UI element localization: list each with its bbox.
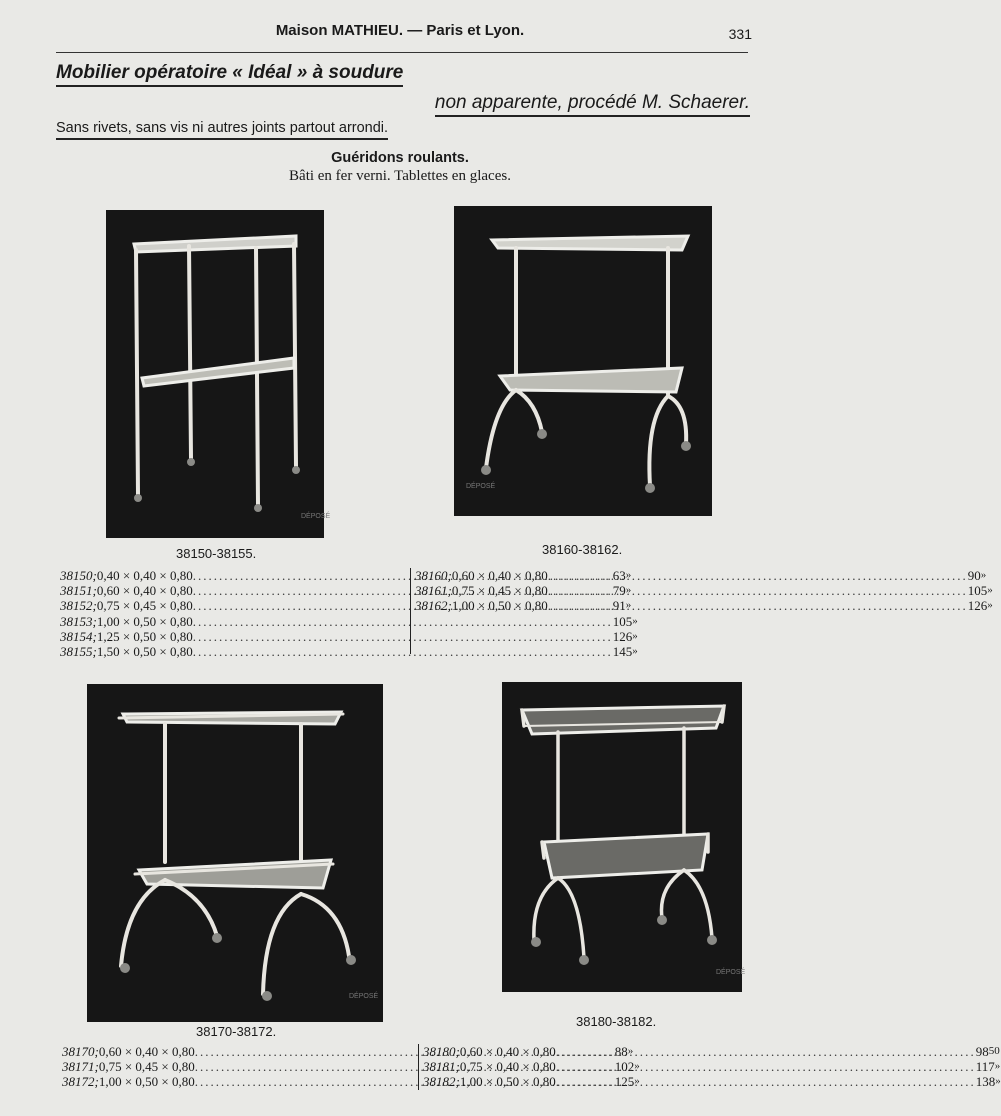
title-subtitle: Sans rivets, sans vis ni autres joints partout arrondi. — [56, 120, 388, 140]
price-row: 38150; 0,40 × 0,40 × 0,80 ..... 63 » — [60, 568, 400, 583]
photo-caption: 38180-38182. — [576, 1014, 657, 1029]
price-row: 38172; 1,00 × 0,50 × 0,80 ..... 125 » — [62, 1074, 412, 1089]
basket-trolley-photo — [502, 682, 746, 992]
running-head: Maison MATHIEU. — Paris et Lyon. — [275, 22, 525, 39]
header-rule — [56, 52, 748, 53]
price-row: 38160; 0,60 × 0,40 × 0,80 ..... 90 » — [415, 568, 767, 583]
price-list-38170 — [62, 1044, 640, 1090]
title-line-2: non apparente, procédé M. Schaerer. — [435, 92, 750, 117]
price-row: 38152; 0,75 × 0,45 × 0,80 ..... 91 » — [60, 598, 400, 613]
basket-trolley-illustration — [502, 682, 746, 992]
depose-stamp: DÉPOSÉ — [349, 993, 379, 1000]
price-list-38160 — [410, 568, 993, 654]
price-row: 38182; 1,00 × 0,50 × 0,80 ..... 138 » — [423, 1074, 771, 1089]
price-list-38180 — [418, 1044, 1001, 1090]
square-trolley-illustration — [106, 210, 331, 538]
page-number: 331 — [728, 26, 752, 42]
price-row: 38155; 1,50 × 0,50 × 0,80 ..... 145 » — [60, 644, 400, 659]
rail-trolley-photo — [87, 684, 383, 1022]
depose-stamp: DÉPOSÉ — [716, 969, 746, 976]
photo-caption: 38150-38155. — [176, 546, 257, 561]
curved-leg-trolley-photo — [454, 206, 712, 516]
price-row: 38170; 0,60 × 0,40 × 0,80 ..... 88 » — [62, 1044, 412, 1059]
rail-trolley-illustration — [87, 684, 383, 1022]
section-title: Guéridons roulants. — [331, 150, 469, 166]
price-row: 38180; 0,60 × 0,40 × 0,80 ..... 98 50 — [423, 1044, 771, 1059]
title-line-1: Mobilier opératoire « Idéal » à soudure — [56, 62, 403, 87]
square-trolley-photo — [106, 210, 331, 538]
price-row: 38154; 1,25 × 0,50 × 0,80 ..... 126 » — [60, 629, 400, 644]
price-row: 38153; 1,00 × 0,50 × 0,80 ..... 105 » — [60, 614, 400, 629]
curved-leg-trolley-illustration — [454, 206, 712, 516]
price-row: 38171; 0,75 × 0,45 × 0,80 ..... 102 » — [62, 1059, 412, 1074]
depose-stamp: DÉPOSÉ — [301, 513, 331, 520]
price-row: 38181; 0,75 × 0,40 × 0,80 ..... 117 » — [423, 1059, 771, 1074]
price-row: 38162; 1,00 × 0,50 × 0,80 ..... 126 » — [415, 598, 767, 613]
photo-caption: 38170-38172. — [196, 1024, 277, 1039]
price-row: 38161; 0,75 × 0,45 × 0,80 ..... 105 » — [415, 583, 767, 598]
price-list-38150 — [60, 568, 638, 660]
depose-stamp: DÉPOSÉ — [466, 483, 496, 490]
photo-caption: 38160-38162. — [542, 542, 623, 557]
section-subtitle: Bâti en fer verni. Tablettes en glaces. — [289, 168, 511, 184]
price-row: 38151; 0,60 × 0,40 × 0,80 ..... 79 » — [60, 583, 400, 598]
